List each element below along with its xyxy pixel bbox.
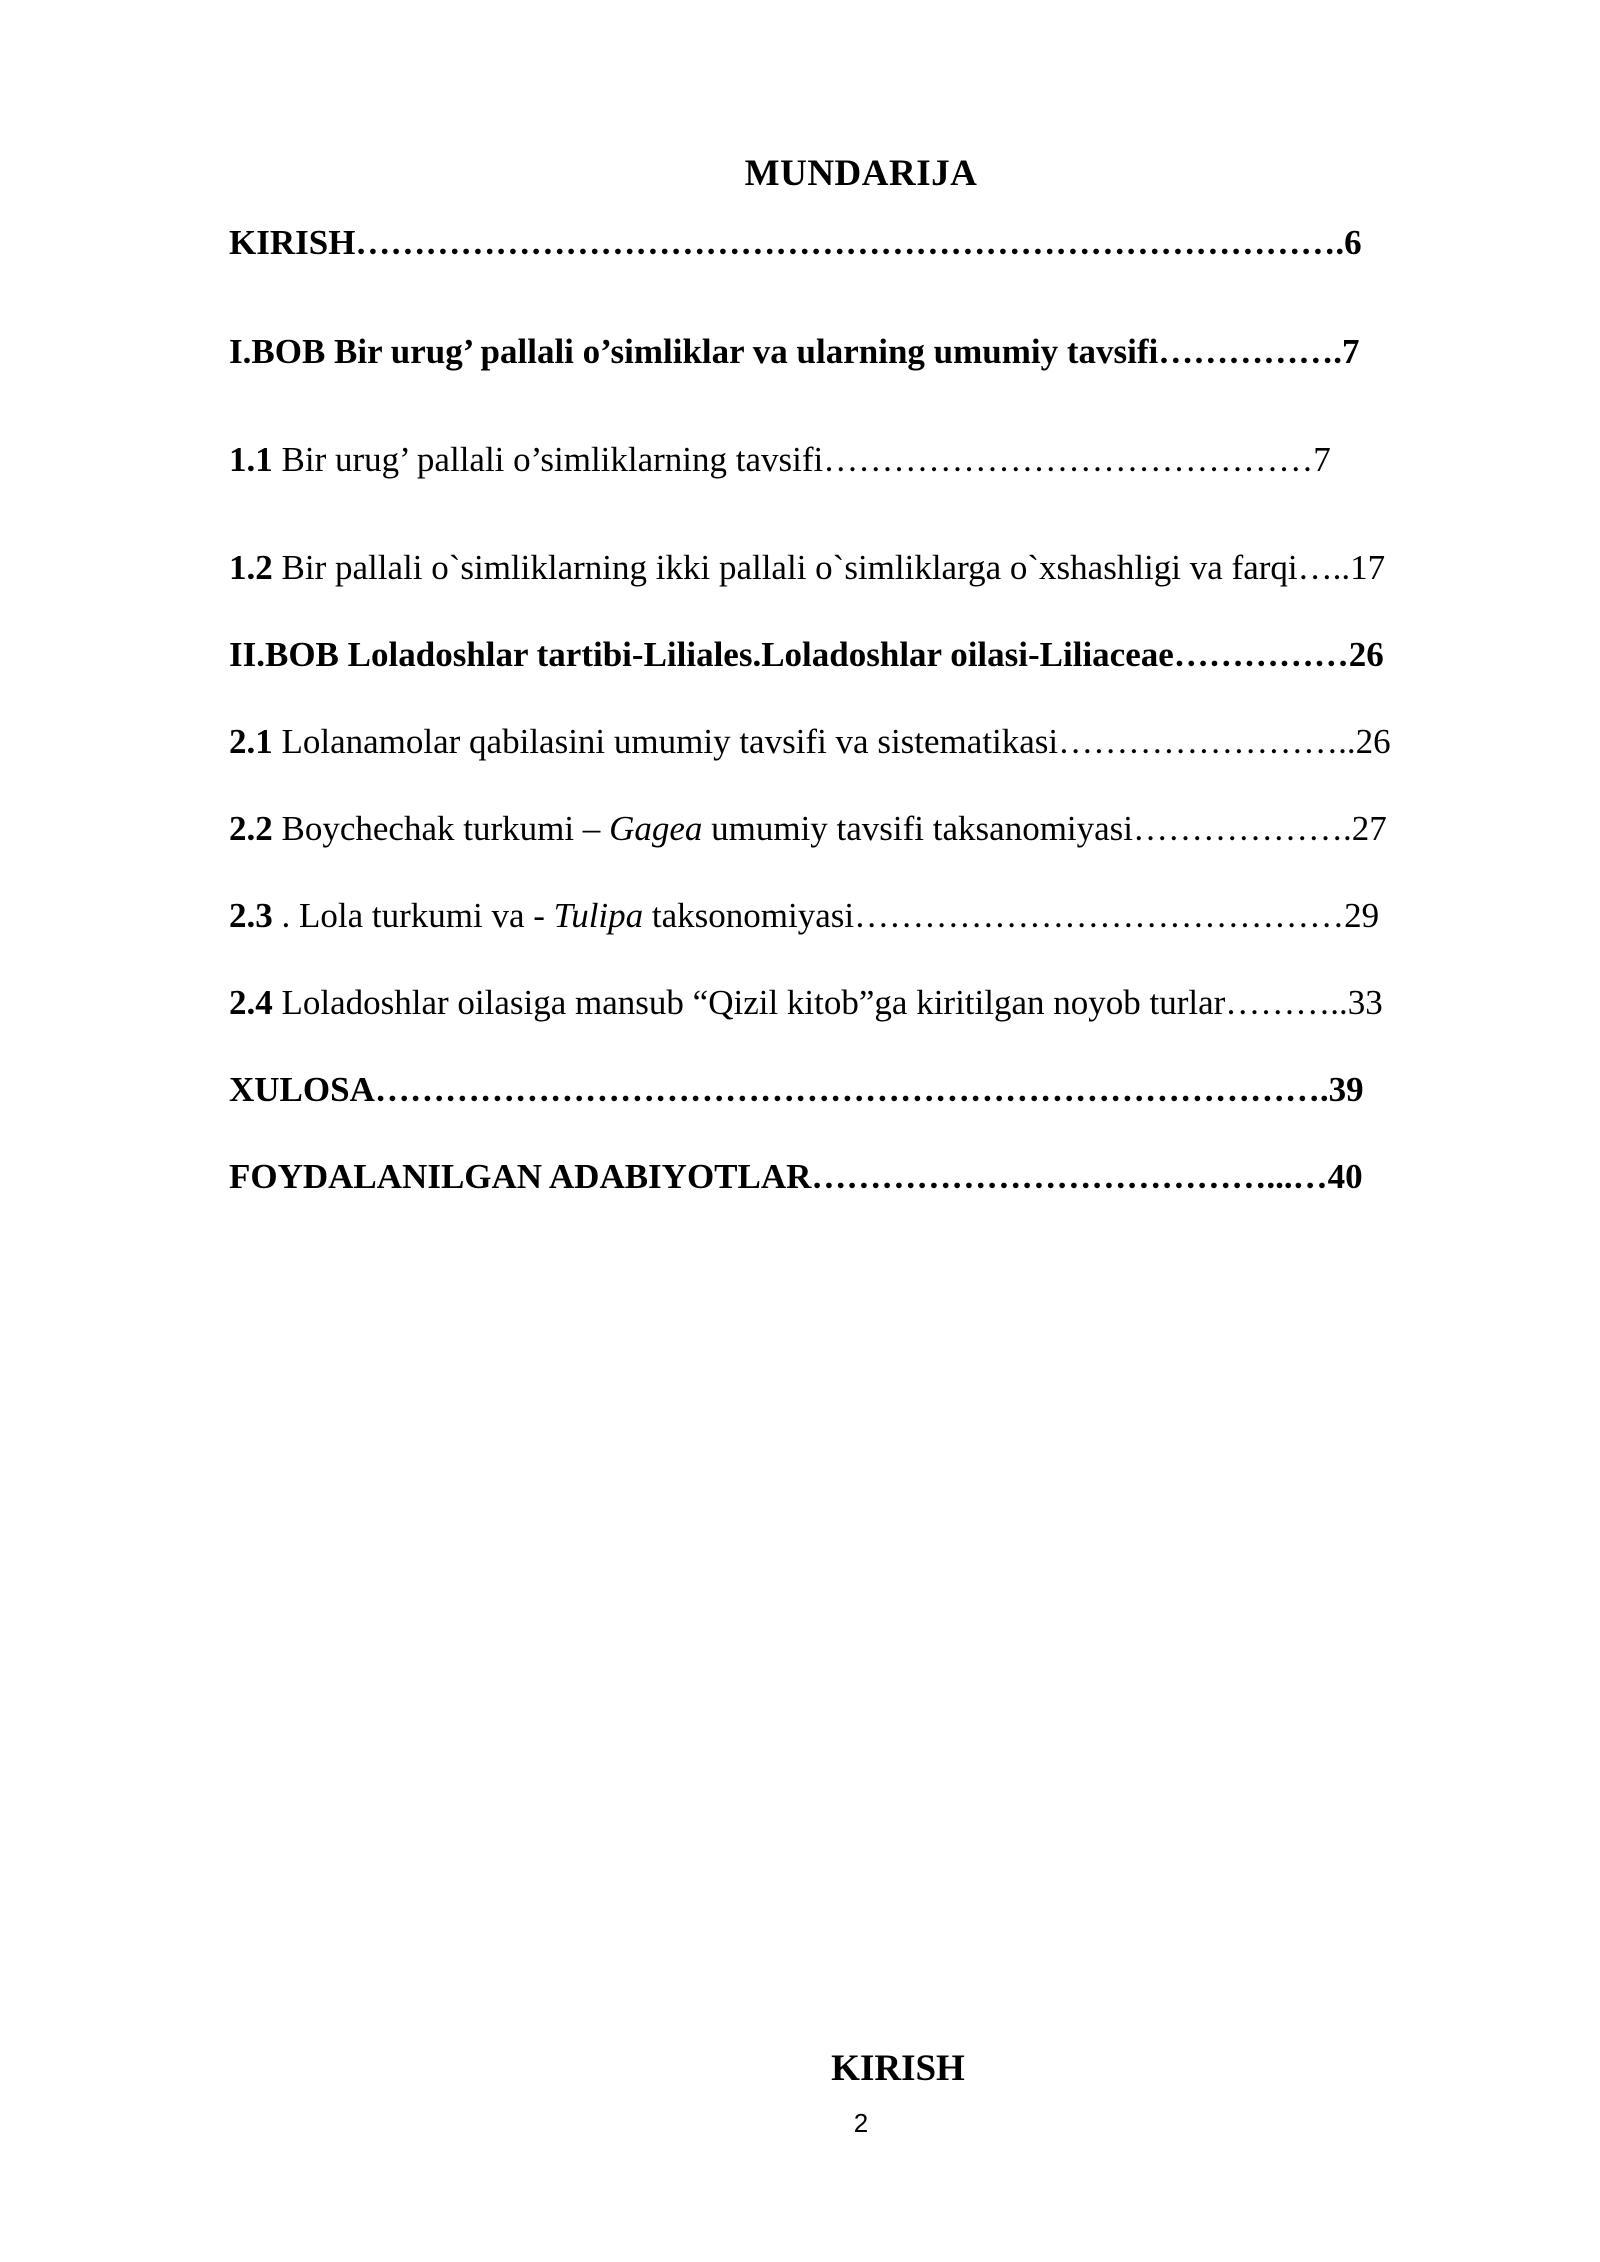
next-section-heading: KIRISH (831, 2048, 965, 2089)
toc-entry-2-1 (229, 719, 1391, 765)
toc-entry-text: Bir urug’ pallali o’simliklarning tavsifi……………………………………7 (272, 440, 1331, 479)
toc-entry-references: FOYDALANILGAN ADABIYOTLAR…………………………………...…40 (229, 1157, 1363, 1196)
page-title: MUNDARIJA (744, 153, 978, 194)
toc-entry-number: 2.2 (229, 809, 273, 848)
toc-entry-text: Bir pallali o`simliklarning ikki pallali o`simliklarga o`xshashligi va farqi…..17 (272, 548, 1386, 587)
toc-entry-text: Loladoshlar oilasiga mansub “Qizil kitob”ga kiritilgan noyob turlar………..33 (272, 983, 1383, 1022)
toc-entry-taxon: Tulipa (553, 896, 644, 935)
toc-entry-number: 1.2 (229, 548, 273, 587)
toc-entry-taxon: Gagea (609, 809, 703, 848)
toc-entry-2-3 (229, 893, 1379, 939)
toc-entry-xulosa: XULOSA……………………………………………………………………….39 (229, 1070, 1364, 1109)
toc-entry-chapter-2: II.BOB Loladoshlar tartibi-Liliales.Loladoshlar oilasi-Liliaceae……………26 (229, 635, 1384, 674)
toc-entry-text-pre: . Lola turkumi va - (272, 896, 554, 935)
toc-entry-number: 2.4 (229, 983, 273, 1022)
toc-entry-chapter-1: I.BOB Bir urug’ pallali o’simliklar va ularning umumiy tavsifi…………….7 (229, 332, 1360, 371)
toc-entry-number: 2.3 (229, 896, 273, 935)
toc-entry-1-1 (229, 437, 1331, 483)
toc-entry-1-2 (229, 545, 1385, 591)
page-number: 2 (853, 2108, 869, 2138)
toc-entry-number: 1.1 (229, 440, 273, 479)
toc-entry-text-post: umumiy tavsifi taksanomiyasi……………….27 (702, 809, 1387, 848)
toc-entry-2-2 (229, 806, 1387, 852)
toc-entry-text-pre: Boychechak turkumi – (272, 809, 610, 848)
toc-entry-2-4 (229, 980, 1383, 1026)
toc-entry-text: Lolanamolar qabilasini umumiy tavsifi va sistematikasi……………………..26 (272, 722, 1391, 761)
toc-entry-kirish: KIRISH………………………………………………………………………….6 (229, 223, 1362, 262)
toc-entry-text-post: taksonomiyasi……………………………………29 (643, 896, 1380, 935)
toc-entry-number: 2.1 (229, 722, 273, 761)
